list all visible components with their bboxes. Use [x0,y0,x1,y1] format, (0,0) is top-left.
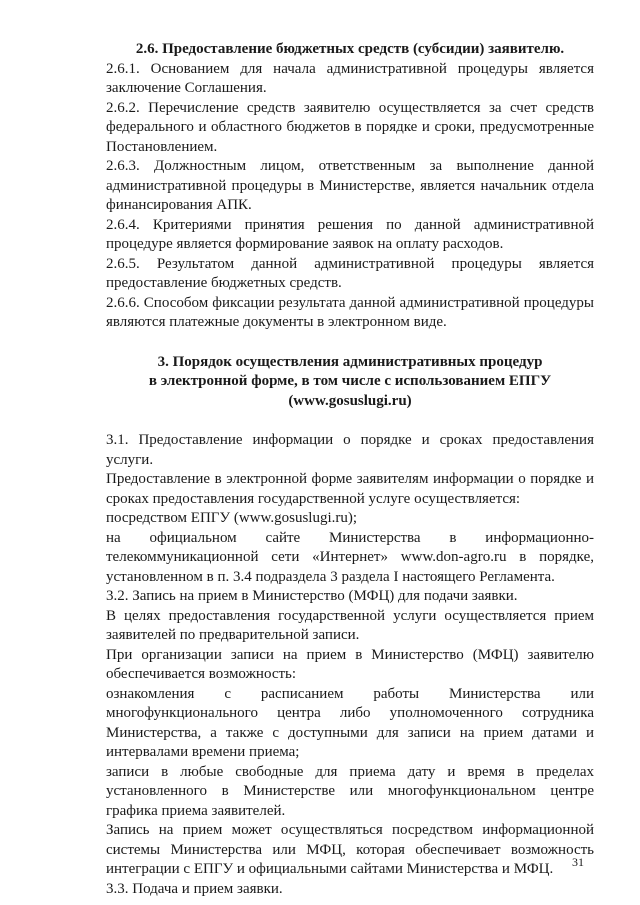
paragraph-3-1-epgu: посредством ЕПГУ (www.gosuslugi.ru); [106,510,358,526]
paragraph-text: 2.6.1. Основанием для начала административной процедуры является заключение Соглашения. [106,60,594,96]
paragraph-2-6-4: 2.6.4. Критериями принятия решения по данной административной процедуре является формирование заявок на оплату расходов. [106,216,594,252]
paragraph-3-3: 3.3. Подача и прием заявки. [106,880,283,897]
section-3-title-line-1: 3. Порядок осуществления административных процедур [157,353,543,370]
paragraph-2-6-1 [106,60,594,99]
paragraph-3-2-organization: При организации записи на прием в Министерство (МФЦ) заявителю обеспечивается возможность: [106,646,594,682]
page-content [106,40,594,899]
paragraph-2-6-5: 2.6.5. Результатом данной административной процедуры является предоставление бюджетных средств. [106,255,594,291]
section-2-6-title: 2.6. Предоставление бюджетных средств (субсидии) заявителю. [135,41,565,57]
paragraph-2-6-3: 2.6.3. Должностным лицом, ответственным за выполнение данной административной процедуры в Министерстве, является начальник отдела финансирования АПК. [106,158,594,213]
spacer [106,411,594,431]
paragraph-3-2-purpose: В целях предоставления государственной услуги осуществляется прием заявителей по предварительной записи. [106,607,594,643]
paragraph-3-2-system: Запись на прием может осуществляться посредством информационной системы Министерства или МФЦ, которая обеспечивает возможность интеграции с ЕПГУ и официальными сайтами Министерства и МФЦ. [106,822,594,877]
paragraph-3-2-booking: записи в любые свободные для приема дату и время в пределах установленного в Министерстве или многофункциональном центре графика приема заявителей. [106,763,594,819]
paragraph-3-2: 3.2. Запись на прием в Министерство (МФЦ) для подачи заявки. [106,588,518,604]
page-number: 31 [572,855,584,869]
section-3-title-line-3: (www.gosuslugi.ru) [288,392,412,409]
paragraph-3-1-info: Предоставление в электронной форме заявителям информации о порядке и сроках предоставления государственной услуге осуществляется: [106,471,594,507]
paragraph-2-6-6: 2.6.6. Способом фиксации результата данной административной процедуры являются платежные документы в электронном виде. [106,294,594,330]
paragraph-3-2-familiarization: ознакомления с расписанием работы Министерства или многофункционального центра либо уполномоченного сотрудника Министерства, а также с доступными для записи на прием датами и интервалами времени приема; [106,685,594,760]
paragraph-3-1: 3.1. Предоставление информации о порядке и сроках предоставления услуги. [106,432,594,468]
paragraph-3-1-site: на официальном сайте Министерства в информационно-телекоммуникационной сети «Интернет» www.don-agro.ru в порядке, установленном в п. 3.4 подраздела 3 раздела I настоящего Регламента. [106,529,594,585]
spacer [106,333,594,353]
paragraph-2-6-2: 2.6.2. Перечисление средств заявителю осуществляется за счет средств федерального и областного бюджетов в порядке и сроки, предусмотренные Постановлением. [106,99,594,155]
section-3-title-line-2: в электронной форме, в том числе с использованием ЕПГУ [148,373,552,389]
